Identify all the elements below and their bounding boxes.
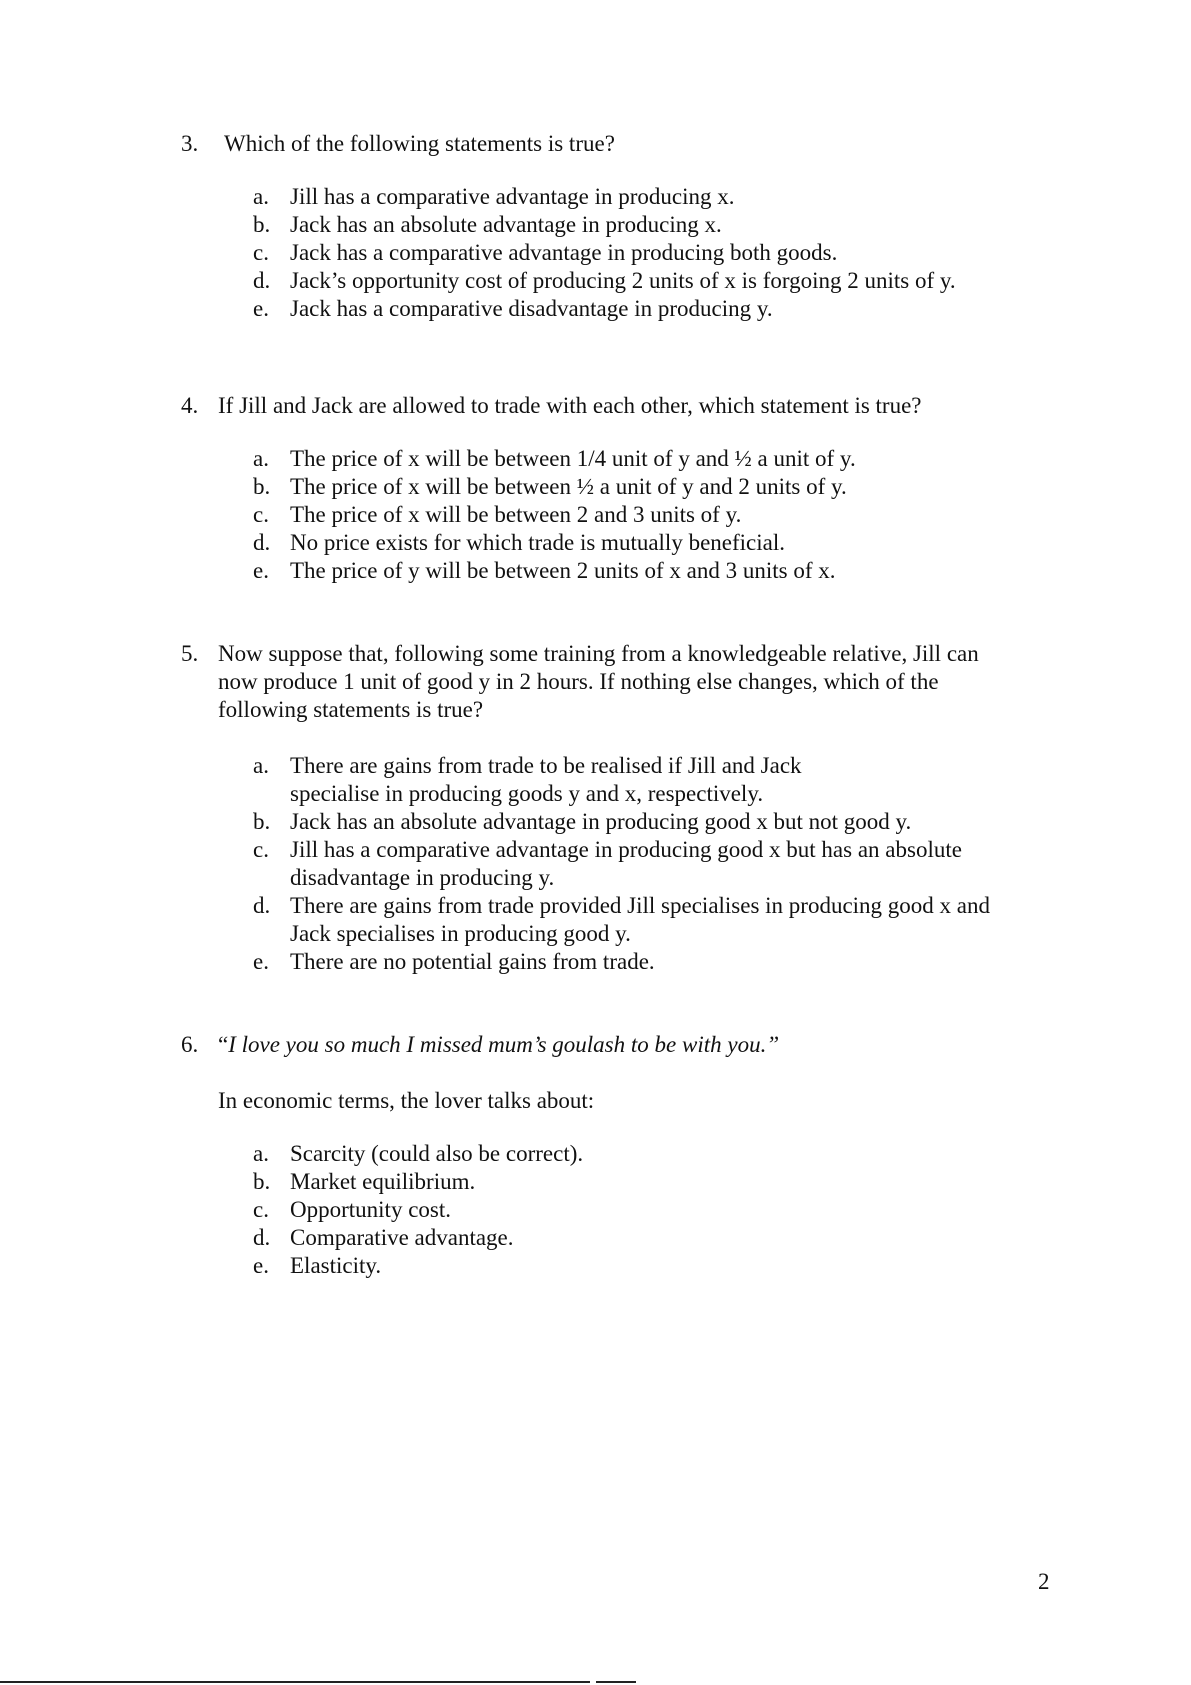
option-text: Opportunity cost. [290,1197,451,1222]
option-text: The price of y will be between 2 units of x and 3 units of x. [290,558,836,583]
question-5-header [181,640,1041,724]
question-6-header [181,1031,1041,1059]
option-e [181,557,1041,585]
option-text: The price of x will be between ½ a unit of y and 2 units of y. [290,474,847,499]
option-text: The price of x will be between 1/4 unit of y and ½ a unit of y. [290,446,856,471]
option-list [181,752,1001,976]
option-letter: d. [253,530,271,555]
option-letter: a. [253,184,269,209]
option-text: Jack has a comparative advantage in producing both goods. [290,240,838,265]
option-letter: c. [253,837,269,862]
question-4 [181,392,1041,585]
option-letter: e. [253,296,269,321]
option-text: The price of x will be between 2 and 3 units of y. [290,502,742,527]
option-text: Elasticity. [290,1253,382,1278]
quote-open-mark: “ [218,1032,229,1057]
option-letter: a. [253,753,269,778]
option-letter: c. [253,240,269,265]
option-d [181,267,1041,295]
option-letter: a. [253,446,269,471]
option-e [181,948,1001,976]
option-d [181,892,1015,948]
option-text: Jack has a comparative disadvantage in producing y. [290,296,773,321]
option-d [181,529,1041,557]
question-3-header [181,130,1041,158]
option-letter: d. [253,893,271,918]
question-6 [181,1031,1041,1280]
option-text: Comparative advantage. [290,1225,514,1250]
option-letter: b. [253,1169,271,1194]
option-text: There are gains from trade provided Jill specialises in producing good x and Jack specialises in producing good y. [290,893,991,946]
option-b [181,473,1041,501]
option-letter: a. [253,1141,269,1166]
option-text: There are gains from trade to be realised if Jill and Jack specialise in producing goods y and x, respectively. [290,753,802,806]
option-a [181,445,1041,473]
option-letter: d. [253,1225,271,1250]
option-c [181,239,1041,267]
option-a [181,752,890,808]
option-d [181,1224,1041,1252]
option-letter: c. [253,502,269,527]
option-text: Market equilibrium. [290,1169,476,1194]
option-e [181,1252,1041,1280]
option-list [181,445,1041,585]
option-letter: b. [253,474,271,499]
option-letter: b. [253,809,271,834]
option-a [181,183,1041,211]
footer-divider-segment [596,1681,636,1683]
question-3 [181,130,1041,323]
question-number: 5. [181,641,199,666]
quote-text: I love you so much I missed mum’s goulash to be with you.” [228,1032,780,1057]
option-c [181,1196,1041,1224]
question-text: Now suppose that, following some training from a knowledgeable relative, Jill can now produce 1 unit of good y in 2 hours. If nothing else changes, which of the following statements is true? [218,641,979,722]
question-number: 6. [181,1032,199,1057]
option-letter: e. [253,949,269,974]
option-b [181,1168,1041,1196]
option-text: Jack has an absolute advantage in producing x. [290,212,722,237]
option-b [181,808,1001,836]
option-a [181,1140,1041,1168]
option-text: Jack’s opportunity cost of producing 2 units of x is forgoing 2 units of y. [290,268,956,293]
option-list [181,183,1041,323]
option-e [181,295,1041,323]
option-b [181,211,1041,239]
option-text: Jill has a comparative advantage in producing good x but has an absolute disadvantage in producing y. [290,837,962,890]
option-letter: e. [253,558,269,583]
option-text: Scarcity (could also be correct). [290,1141,584,1166]
question-text: Which of the following statements is true? [224,131,615,156]
question-subtext: In economic terms, the lover talks about: [218,1088,595,1113]
question-text: If Jill and Jack are allowed to trade with each other, which statement is true? [218,393,922,418]
option-letter: e. [253,1253,269,1278]
question-5 [181,640,1041,976]
question-number: 4. [181,393,199,418]
question-number: 3. [181,131,199,156]
option-c [181,836,1015,892]
footer-divider [0,1681,590,1683]
option-list [181,1140,1041,1280]
option-c [181,501,1041,529]
option-text: Jill has a comparative advantage in producing x. [290,184,735,209]
option-text: Jack has an absolute advantage in producing good x but not good y. [290,809,912,834]
option-text: There are no potential gains from trade. [290,949,655,974]
option-text: No price exists for which trade is mutually beneficial. [290,530,785,555]
option-letter: b. [253,212,271,237]
option-letter: d. [253,268,271,293]
page-number: 2 [1038,1569,1050,1594]
question-quote [181,1031,1041,1059]
option-letter: c. [253,1197,269,1222]
question-4-header [181,392,1041,420]
